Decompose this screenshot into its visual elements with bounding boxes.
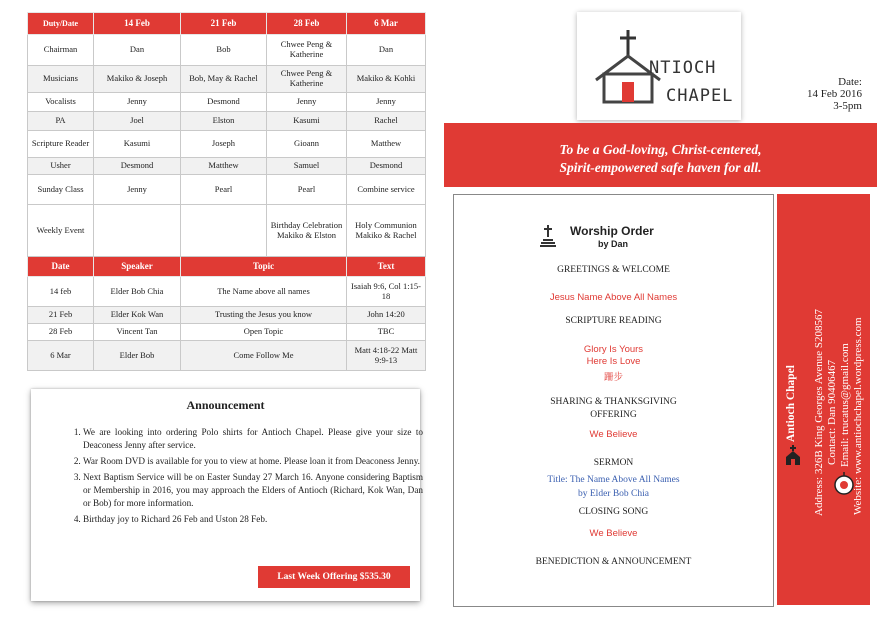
announcement-item: 4. Birthday joy to Richard 26 Feb and Uston 28 Feb. [83, 513, 423, 526]
sermon-date: 21 Feb [28, 307, 94, 324]
worship-title: Worship Order [570, 224, 654, 238]
contact-name: Antioch Chapel [785, 365, 797, 442]
duty-cell [181, 205, 267, 257]
duty-row [28, 35, 426, 66]
song-title: 跚步 [603, 372, 623, 383]
duty-cell: Joseph [181, 131, 267, 158]
duty-cell: Desmond [181, 93, 267, 112]
motto-line: To be a God-loving, Christ-centered, [559, 142, 762, 157]
time-value: 3-5pm [833, 100, 862, 113]
closing-heading: CLOSING SONG [578, 507, 649, 517]
song-title: Jesus Name Above All Names [549, 292, 678, 303]
duty-row [28, 175, 426, 205]
duty-label: PA [28, 112, 94, 131]
sermon-topic: Come Follow Me [181, 341, 347, 371]
duty-label: Musicians [28, 66, 94, 93]
duty-cell: Chwee Peng & Katherine [267, 66, 347, 93]
duty-cell: Matthew [181, 158, 267, 175]
duty-cell: Samuel [267, 158, 347, 175]
duty-label: Vocalists [28, 93, 94, 112]
duty-cell: Bob [181, 35, 267, 66]
duty-cell: Pearl [267, 175, 347, 205]
duty-header-cell: 6 Mar [347, 13, 426, 35]
benediction-heading: BENEDICTION & ANNOUNCEMENT [535, 557, 692, 567]
duty-cell: Jenny [347, 93, 426, 112]
duty-cell: Makiko & Joseph [94, 66, 181, 93]
sermon-text: John 14:20 [347, 307, 426, 324]
announcement-item: 3. Next Baptism Service will be on Easter Sunday 27 March 16. Anyone considering Baptism or Membership in 2016, you may approach the Elders of Antioch (Richard, Kok Wan, Dan or Bob) for more information. [83, 471, 423, 510]
service-date [807, 76, 862, 112]
contact-address: Address: 326B King Georges Avenue S208567 [813, 308, 825, 516]
duty-cell: Dan [94, 35, 181, 66]
duty-cell: Combine service [347, 175, 426, 205]
duty-cell [94, 205, 181, 257]
worship-order-panel [453, 194, 774, 607]
sermon-text: TBC [347, 324, 426, 341]
sermon-date: 28 Feb [28, 324, 94, 341]
duty-header-row [28, 13, 426, 35]
sermon-header-cell: Speaker [94, 257, 181, 277]
duty-row [28, 205, 426, 257]
duty-cell: Desmond [94, 158, 181, 175]
sermon-header-cell: Text [347, 257, 426, 277]
duty-roster-table [27, 12, 426, 371]
motto-line: Spirit-empowered safe haven for all. [559, 160, 762, 175]
duty-cell: Joel [94, 112, 181, 131]
logo-word-antioch: NTIOCH [649, 58, 717, 78]
contact-website: Website: www.antiochchapel.wordpress.com [852, 317, 864, 515]
duty-header-cell: Duty/Date [28, 13, 94, 35]
sermon-speaker: Elder Kok Wan [94, 307, 181, 324]
duty-row [28, 131, 426, 158]
contact-phone: Contact: Dan 90406467 [826, 359, 838, 465]
duty-header-cell: 21 Feb [181, 13, 267, 35]
sermon-header-cell: Topic [181, 257, 347, 277]
duty-cell: Makiko & Kohki [347, 66, 426, 93]
sharing-heading: SHARING & THANKSGIVING [550, 397, 677, 407]
song-title: Glory Is Yours [583, 344, 644, 355]
sermon-header-row [28, 257, 426, 277]
sermon-speaker: Vincent Tan [94, 324, 181, 341]
date-value: 14 Feb 2016 [807, 88, 862, 101]
date-label: Date: [838, 76, 862, 88]
duty-cell: Kasumi [94, 131, 181, 158]
sermon-heading: SERMON [593, 458, 634, 468]
song-title: Here Is Love [586, 356, 641, 367]
motto-banner [444, 123, 877, 187]
announcement-item: 1. We are looking into ordering Polo shirts for Antioch Chapel. Please give your size to Deaconess Jenny after service. [83, 426, 423, 452]
duty-cell: Gioann [267, 131, 347, 158]
worship-leader: by Dan [598, 239, 629, 249]
sermon-title: Title: The Name Above All Names [547, 475, 680, 485]
logo-word-chapel: CHAPEL [666, 86, 734, 106]
duty-cell: Jenny [94, 175, 181, 205]
duty-cell: Jenny [94, 93, 181, 112]
song-title: We Believe [589, 429, 638, 440]
duty-row [28, 93, 426, 112]
announcement-title: Announcement [186, 398, 265, 412]
sermon-row [28, 277, 426, 307]
duty-header-cell: 28 Feb [267, 13, 347, 35]
duty-cell: Desmond [347, 158, 426, 175]
duty-row [28, 158, 426, 175]
contact-email: Email: trucatus@gmail.com [839, 343, 851, 467]
duty-cell: Bob, May & Rachel [181, 66, 267, 93]
greetings-heading: GREETINGS & WELCOME [557, 265, 670, 275]
duty-row [28, 112, 426, 131]
duty-cell: Kasumi [267, 112, 347, 131]
sermon-topic: Trusting the Jesus you know [181, 307, 347, 324]
sermon-date: 14 feb [28, 277, 94, 307]
sermon-topic: The Name above all names [181, 277, 347, 307]
sermon-text: Matt 4:18-22 Matt 9:9-13 [347, 341, 426, 371]
sermon-date: 6 Mar [28, 341, 94, 371]
duty-cell: Birthday Celebration Makiko & Elston [267, 205, 347, 257]
duty-cell: Matthew [347, 131, 426, 158]
offering-badge: Last Week Offering $535.30 [258, 566, 410, 588]
duty-cell: Pearl [181, 175, 267, 205]
duty-cell: Rachel [347, 112, 426, 131]
duty-cell: Chwee Peng & Katherine [267, 35, 347, 66]
duty-label: Scripture Reader [28, 131, 94, 158]
song-title: We Believe [589, 528, 638, 539]
duty-label: Sunday Class [28, 175, 94, 205]
duty-header-cell: 14 Feb [94, 13, 181, 35]
offering-heading: OFFERING [590, 410, 637, 420]
sermon-speaker: Elder Bob [94, 341, 181, 371]
duty-cell: Dan [347, 35, 426, 66]
sermon-topic: Open Topic [181, 324, 347, 341]
duty-cell: Holy Communion Makiko & Rachel [347, 205, 426, 257]
sermon-row [28, 324, 426, 341]
cross-altar-icon [540, 225, 556, 247]
church-logo [577, 12, 741, 120]
duty-row [28, 66, 426, 93]
announcement-list [63, 426, 423, 529]
duty-label: Weekly Event [28, 205, 94, 257]
sermon-header-cell: Date [28, 257, 94, 277]
sermon-row [28, 341, 426, 371]
sermon-text: Isaiah 9:6, Col 1:15-18 [347, 277, 426, 307]
chapel-mini-icon [785, 445, 801, 465]
scripture-heading: SCRIPTURE READING [565, 316, 662, 326]
sermon-speaker: Elder Bob Chia [94, 277, 181, 307]
sermon-row [28, 307, 426, 324]
sermon-speaker: by Elder Bob Chia [578, 489, 649, 499]
duty-cell: Jenny [267, 93, 347, 112]
announcement-item: 2. War Room DVD is available for you to view at home. Please loan it from Deaconess Jenny. [83, 455, 423, 468]
contact-panel [777, 194, 870, 605]
duty-label: Chairman [28, 35, 94, 66]
duty-cell: Elston [181, 112, 267, 131]
duty-label: Usher [28, 158, 94, 175]
